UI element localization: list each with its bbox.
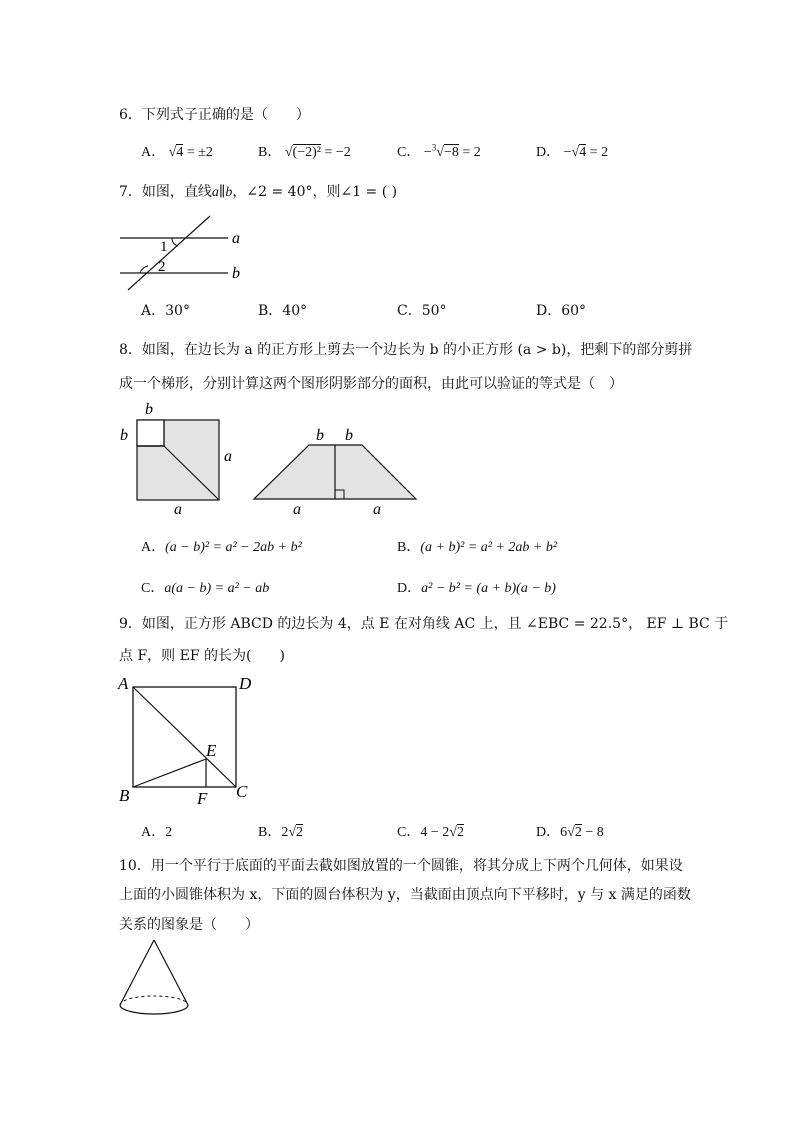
sqrt-sign: √ bbox=[571, 145, 580, 160]
option-label: B． bbox=[397, 540, 421, 555]
expr-post: = 2 bbox=[458, 145, 481, 160]
sq-bottom-label: a bbox=[174, 501, 182, 518]
sqrt-sign: √ bbox=[449, 825, 457, 840]
q7-stem bbox=[119, 181, 397, 201]
sqrt-sign: √ bbox=[567, 825, 575, 840]
sqrt-sign: √ bbox=[288, 825, 297, 840]
option-label: C． bbox=[141, 581, 165, 596]
radicand: 2 bbox=[574, 825, 582, 840]
option-text: a(a − b) = a² − ab bbox=[164, 581, 270, 596]
angle1-arc bbox=[172, 238, 178, 246]
expr-post: = ±2 bbox=[183, 145, 213, 160]
option-text: 60° bbox=[561, 303, 587, 319]
radicand: 2 bbox=[296, 825, 304, 840]
q7-option-c bbox=[397, 300, 447, 320]
vertex-c: C bbox=[236, 782, 248, 801]
option-label: C． bbox=[397, 825, 421, 840]
tr-bottom1-label: a bbox=[293, 501, 301, 518]
vertex-d: D bbox=[239, 674, 252, 693]
tr-bottom2-label: a bbox=[373, 501, 381, 518]
option-label: A． bbox=[141, 825, 166, 840]
option-label: A． bbox=[141, 145, 166, 160]
q6-option-b bbox=[258, 141, 351, 161]
q7-option-b bbox=[258, 300, 307, 320]
small-square bbox=[137, 420, 164, 446]
q7-option-a bbox=[141, 300, 190, 320]
option-label: C． bbox=[397, 303, 422, 319]
q10-stem-line3: 关系的图象是（ ） bbox=[119, 917, 259, 933]
sq-left-label: b bbox=[120, 427, 128, 444]
sqrt-sign: √ bbox=[284, 145, 293, 160]
tr-top2-label: b bbox=[345, 427, 353, 444]
angle1-label: 1 bbox=[160, 239, 168, 255]
option-label: D． bbox=[536, 825, 561, 840]
angle2-arc bbox=[140, 266, 148, 273]
expr-pre: 4 − 2 bbox=[420, 825, 450, 840]
radicand: −8 bbox=[443, 145, 459, 160]
radicand: 4 bbox=[176, 145, 184, 160]
q8-option-a bbox=[141, 536, 302, 556]
option-text: a² − b² = (a + b)(a − b) bbox=[421, 581, 556, 596]
vertex-a: A bbox=[118, 674, 129, 693]
q8-option-b bbox=[397, 536, 557, 556]
q9-option-d bbox=[536, 821, 604, 841]
q8-option-c bbox=[141, 577, 269, 597]
option-text: 50° bbox=[421, 303, 447, 319]
line-a-label: a bbox=[232, 230, 240, 247]
q7-figure bbox=[110, 208, 270, 296]
point-f: F bbox=[197, 789, 208, 808]
q7-stem-c: ，∠2 = 40°，则∠1 = ( ) bbox=[232, 184, 398, 200]
transversal bbox=[128, 216, 210, 290]
option-label: C． bbox=[397, 145, 421, 160]
expr-pre: 6 bbox=[560, 825, 568, 840]
q9-option-c bbox=[397, 821, 464, 841]
q8-stem-line2: 成一个梯形，分别计算这两个图形阴影部分的面积，由此可以验证的等式是（ ） bbox=[119, 376, 623, 392]
radicand: 2 bbox=[456, 825, 464, 840]
sqrt-sign: √ bbox=[168, 145, 177, 160]
angle2-label: 2 bbox=[158, 259, 166, 275]
option-label: B． bbox=[258, 145, 282, 160]
radicand: (−2)² bbox=[292, 145, 321, 160]
expr-pre: − bbox=[563, 145, 572, 160]
option-text: 30° bbox=[165, 303, 190, 319]
q10-cone-figure bbox=[110, 935, 210, 1025]
cone-base-back bbox=[120, 996, 188, 1005]
q9-option-a bbox=[141, 821, 172, 841]
root-index: 3 bbox=[431, 142, 437, 153]
option-label: D． bbox=[536, 303, 562, 319]
option-label: D． bbox=[536, 145, 561, 160]
option-text: (a + b)² = a² + 2ab + b² bbox=[420, 540, 558, 555]
q8-option-d bbox=[397, 577, 556, 597]
expr-pre: 2 bbox=[281, 825, 289, 840]
tr-top1-label: b bbox=[316, 427, 324, 444]
cone-base-front bbox=[120, 1005, 188, 1014]
q6-option-c bbox=[397, 141, 481, 161]
option-label: B． bbox=[258, 825, 282, 840]
q6-stem: 6．下列式子正确的是（ ） bbox=[119, 107, 310, 123]
sq-top-label: b bbox=[145, 401, 153, 418]
expr-pre: − bbox=[423, 145, 432, 160]
option-text: 2 bbox=[165, 825, 173, 840]
segment-be bbox=[133, 759, 206, 787]
option-label: A． bbox=[141, 540, 166, 555]
expr-post: = 2 bbox=[586, 145, 609, 160]
q10-stem-line1: 10．用一个平行于底面的平面去截如图放置的一个圆锥，将其分成上下两个几何体，如果设 bbox=[119, 858, 683, 874]
q7-option-d bbox=[536, 300, 586, 320]
expr-post: = −2 bbox=[320, 145, 351, 160]
q9-stem-line1: 9．如图，正方形 ABCD 的边长为 4，点 E 在对角线 AC 上，且 ∠EBC = 22.5°， EF ⊥ BC 于 bbox=[119, 616, 729, 632]
q9-option-b bbox=[258, 821, 303, 841]
q8-stem-line1: 8．如图，在边长为 a 的正方形上剪去一个边长为 b 的小正方形 (a > b)，把剩下的部分剪拼 bbox=[119, 342, 693, 358]
option-label: B． bbox=[258, 303, 283, 319]
sqrt-sign: √ bbox=[436, 145, 444, 160]
option-text: 40° bbox=[282, 303, 308, 319]
q6-option-d bbox=[536, 141, 608, 161]
q9-stem-line2: 点 F，则 EF 的长为( ) bbox=[119, 648, 285, 664]
line-b-label: b bbox=[232, 265, 240, 282]
q6-option-a bbox=[141, 141, 213, 161]
radicand: 4 bbox=[579, 145, 587, 160]
q10-stem-line2: 上面的小圆锥体积为 x，下面的圆台体积为 y，当截面由顶点向下平移时，y 与 x 满足的函数 bbox=[119, 887, 691, 903]
q9-figure bbox=[110, 670, 270, 810]
vertex-b: B bbox=[119, 786, 130, 805]
cone-right-edge bbox=[154, 940, 188, 1005]
expr-post: − 8 bbox=[581, 825, 604, 840]
point-e: E bbox=[206, 741, 217, 760]
sq-right-label: a bbox=[224, 448, 232, 465]
option-label: D． bbox=[397, 581, 422, 596]
q7-stem-a: 7．如图，直线 bbox=[119, 184, 212, 200]
q8-figure bbox=[110, 398, 430, 520]
option-label: A． bbox=[141, 303, 166, 319]
diagonal-ac bbox=[133, 687, 236, 787]
q7-stem-b: a∥b bbox=[211, 185, 233, 200]
cone-left-edge bbox=[120, 940, 154, 1005]
option-text: (a − b)² = a² − 2ab + b² bbox=[165, 540, 302, 555]
